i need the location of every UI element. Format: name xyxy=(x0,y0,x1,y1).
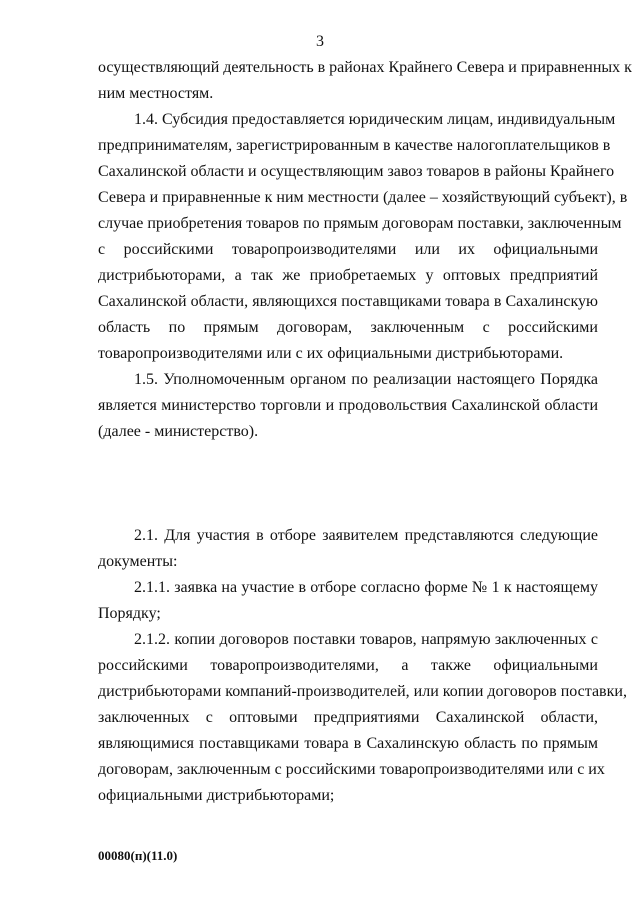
text-line: 2.1.1. заявка на участие в отборе согласно форме № 1 к настоящему xyxy=(134,579,598,596)
text-line: 1.5. Уполномоченным органом по реализации настоящего Порядка xyxy=(134,371,598,388)
text-line: являющимися поставщиками товара в Сахалинскую область по прямым xyxy=(98,735,598,752)
paragraph-continuation xyxy=(98,55,632,107)
text-line: является министерство торговли и продовольствия Сахалинской области xyxy=(98,397,598,414)
text-line: 2.1. Для участия в отборе заявителем представляются следующие xyxy=(134,527,598,544)
text-line: официальными дистрибьюторами; xyxy=(98,787,335,804)
text-line: область по прямым договорам, заключенным с российскими xyxy=(98,319,598,336)
paragraph-1-5 xyxy=(98,367,598,445)
page-number: 3 xyxy=(316,33,324,50)
text-line: 2.1.2. копии договоров поставки товаров, напрямую заключенных с xyxy=(134,631,598,648)
text-line: заключенных с оптовыми предприятиями Сахалинской области, xyxy=(98,709,598,726)
text-line: Порядку; xyxy=(98,605,161,622)
text-line: дистрибьюторами, а так же приобретаемых у оптовых предприятий xyxy=(98,267,598,284)
paragraph-2-1 xyxy=(98,523,598,575)
heading-line xyxy=(98,497,598,523)
paragraph-2-1-1 xyxy=(98,575,598,627)
text-line: предпринимателям, зарегистрированным в качестве налогоплательщиков в xyxy=(98,137,611,154)
text-line: договорам, заключенным с российскими товаропроизводителями или с их xyxy=(98,761,605,778)
text-line: случае приобретения товаров по прямым договорам поставки, заключенным xyxy=(98,215,622,232)
text-line: Сахалинской области и осуществляющим завоз товаров в районы Крайнего xyxy=(98,163,615,180)
paragraph-1-4 xyxy=(98,107,628,367)
text-line: Сахалинской области, являющихся поставщиками товара в Сахалинскую xyxy=(98,293,598,310)
text-line: дистрибьюторами компаний-производителей, или копии договоров поставки, xyxy=(98,683,627,700)
paragraph-2-1-2 xyxy=(98,627,627,809)
text-line: товаропроизводителями или с их официальными дистрибьюторами. xyxy=(98,345,564,362)
text-line: ним местностям. xyxy=(98,85,214,102)
section-heading xyxy=(98,471,598,523)
text-line: (далее - министерство). xyxy=(98,423,259,440)
text-line: 1.4. Субсидия предоставляется юридическим лицам, индивидуальным xyxy=(134,111,616,128)
text-line: Севера и приравненные к ним местности (далее – хозяйствующий субъект), в xyxy=(98,189,628,206)
text-line: осуществляющий деятельность в районах Крайнего Севера и приравненных к xyxy=(98,59,632,76)
document-code: 00080(п)(11.0) xyxy=(98,848,178,863)
heading-line xyxy=(98,471,598,497)
text-line: российскими товаропроизводителями, а также официальными xyxy=(98,657,598,674)
text-line: документы: xyxy=(98,553,178,570)
text-line: с российскими товаропроизводителями или их официальными xyxy=(98,241,598,258)
